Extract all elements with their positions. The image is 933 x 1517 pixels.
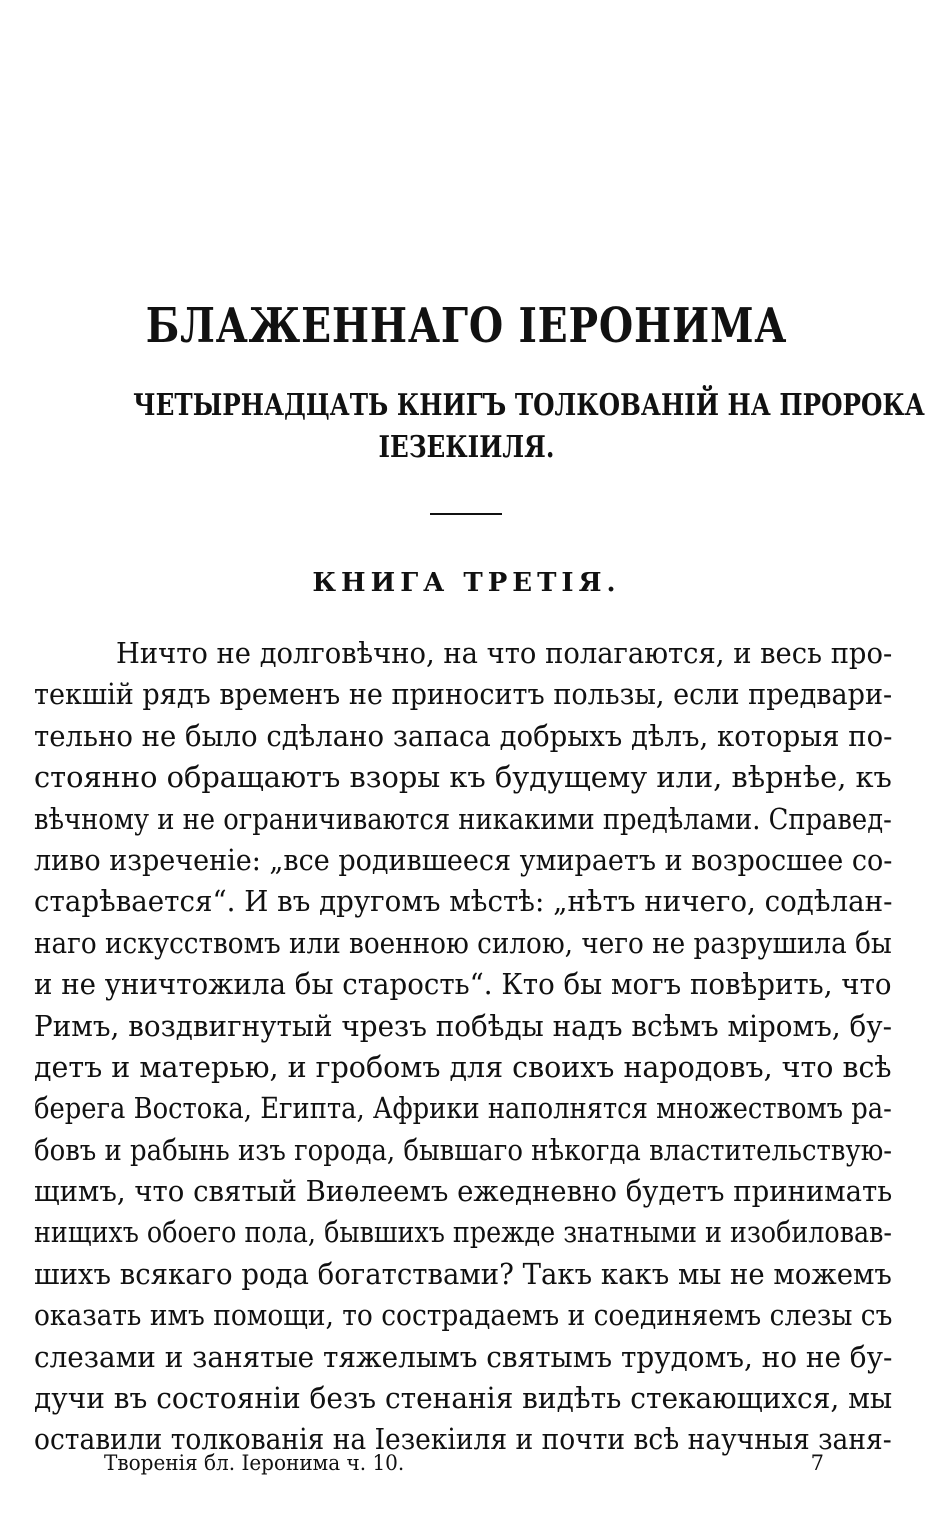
text-line: тельно не было сдѣлано запаса добрыхъ дѣлъ, которыя по- [34,718,893,753]
text-line: текшій рядъ временъ не приноситъ пользы, если предвари- [34,677,893,712]
text-line: оставили толкованія на Іезекіиля и почти всѣ научныя заня- [34,1422,892,1457]
text-line: старѣвается“. И въ другомъ мѣстѣ: „нѣтъ ничего, содѣлан- [34,884,893,919]
separator-rule [430,513,502,515]
text-line: детъ и матерью, и гробомъ для своихъ народовъ, что всѣ [34,1049,892,1084]
text-line: Ничто не долговѣчно, на что полагаются, и весь про- [116,636,893,670]
subtitle-line: ЧЕТЫРНАДЦАТЬ КНИГЪ ТОЛКОВАНІЙ НА ПРОРОКА [133,388,925,423]
text-line: берега Востока, Египта, Африки наполнятся множествомъ ра- [34,1091,892,1126]
text-line: вѣчному и не ограничиваются никакими предѣлами. Справед- [34,801,892,836]
text-line: нищихъ обоего пола, бывшихъ прежде знатными и изобиловав- [34,1215,893,1250]
text-line: дучи въ состояніи безъ стенанія видѣть стекающихся, мы [34,1381,893,1416]
text-line: щимъ, что святый Виѳлеемъ ежедневно будетъ принимать [34,1174,893,1209]
text-line: слезами и занятые тяжелымъ святымъ трудомъ, но не бу- [34,1339,893,1374]
page-subtitle [60,385,925,469]
text-line: оказать имъ помощи, то сострадаемъ и соединяемъ слезы съ [34,1298,893,1333]
text-line: Римъ, воздвигнутый чрезъ побѣды надъ всѣмъ міромъ, бу- [34,1008,893,1043]
text-line: ливо изреченіе: „все родившееся умираетъ и возросшее со- [34,842,893,877]
text-line: бовъ и рабынь изъ города, бывшаго нѣкогда властительствую- [34,1132,893,1167]
text-line: и не уничтожила бы старость“. Кто бы могъ повѣрить, что [34,967,892,1002]
book-heading: КНИГА ТРЕТІЯ. [312,568,621,598]
footer-signature: 7 [810,1451,824,1475]
text-line: наго искусствомъ или военною силою, чего не разрушила бы [34,925,892,960]
body-text [34,633,892,1461]
subtitle-line: ІЕЗЕКІИЛЯ. [378,430,555,465]
text-line: стоянно обращаютъ взоры къ будущему или, вѣрнѣе, къ [34,760,892,795]
page-footer [104,1451,824,1481]
footer-work-title: Творенія бл. Іеронима ч. 10. [104,1451,405,1475]
page-title: БЛАЖЕННАГО ІЕРОНИМА [145,298,788,354]
text-line: шихъ всякаго рода богатствами? Такъ какъ мы не можемъ [34,1256,892,1291]
